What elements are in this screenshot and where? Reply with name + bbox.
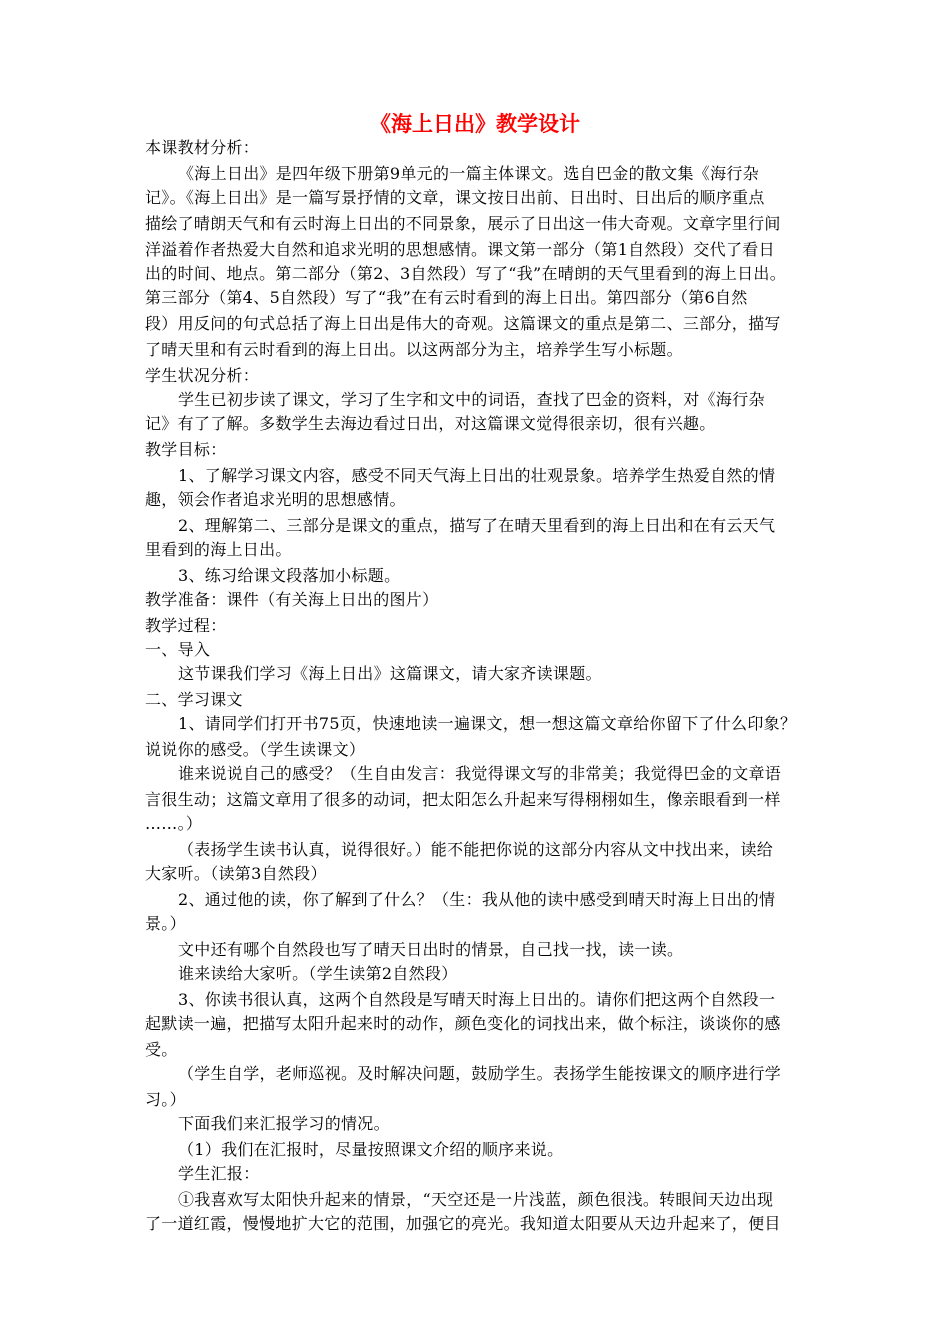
text-line: ①我喜欢写太阳快升起来的情景，“天空还是一片浅蓝，颜色很浅。转眼间天边出现 — [178, 1190, 774, 1209]
text-line: 习。） — [145, 1090, 186, 1109]
text-line: 了晴天里和有云时看到的海上日出。以这两部分为主，培养学生写小标题。 — [145, 340, 683, 359]
text-line: 记》。《海上日出》是一篇写景抒情的文章，课文按日出前、日出时、日出后的顺序重点 — [145, 188, 765, 207]
text-line: 了一道红霞，慢慢地扩大它的范围，加强它的亮光。我知道太阳要从天边升起来了，便目 — [145, 1214, 781, 1233]
text-line: 第三部分（第4、5自然段）写了“我”在有云时看到的海上日出。第四部分（第6自然 — [145, 288, 748, 307]
text-line: 里看到的海上日出。 — [145, 540, 292, 559]
text-line: 本课教材分析： — [145, 138, 260, 157]
text-line: 记》有了了解。多数学生去海边看过日出，对这篇课文觉得很亲切，很有兴趣。 — [145, 414, 716, 433]
text-line: 洋溢着作者热爱大自然和追求光明的思想感情。课文第一部分（第1自然段）交代了看日 — [145, 240, 775, 259]
text-line: （1）我们在汇报时，尽量按照课文介绍的顺序来说。 — [178, 1140, 564, 1159]
text-line: 言很生动；这篇文章用了很多的动词，把太阳怎么升起来写得栩栩如生，像亲眼看到一样 — [145, 790, 781, 809]
text-line: （学生自学，老师巡视。及时解决问题，鼓励学生。表扬学生能按课文的顺序进行学 — [178, 1064, 782, 1083]
text-line: 1、请同学们打开书75页，快速地读一遍课文，想一想这篇文章给你留下了什么印象？ — [178, 714, 797, 733]
text-line: 教学过程： — [145, 616, 227, 635]
text-line: 学生状况分析： — [145, 366, 260, 385]
text-line: 起默读一遍，把描写太阳升起来时的动作，颜色变化的词找出来，做个标注，谈谈你的感 — [145, 1014, 781, 1033]
text-line: 段）用反问的句式总括了海上日出是伟大的奇观。这篇课文的重点是第二、三部分，描写 — [145, 314, 781, 333]
text-line: 景。） — [145, 914, 186, 933]
text-line: 文中还有哪个自然段也写了晴天日出时的情景，自己找一找，读一读。 — [178, 940, 684, 959]
text-line: 学生已初步读了课文，学习了生字和文中的词语，查找了巴金的资料，对《海行杂 — [178, 390, 765, 409]
text-line: 一、导入 — [145, 640, 211, 659]
text-line: 2、理解第二、三部分是课文的重点，描写了在晴天里看到的海上日出和在有云天气 — [178, 516, 776, 535]
text-line: 受。 — [145, 1040, 178, 1059]
text-line: ……。） — [145, 814, 203, 833]
text-line: 趣，领会作者追求光明的思想感情。 — [145, 490, 406, 509]
text-line: （表扬学生读书认真，说得很好。）能不能把你说的这部分内容从文中找出来，读给 — [178, 840, 774, 859]
document-title: 《海上日出》教学设计 — [370, 111, 580, 136]
text-line: 教学目标： — [145, 440, 227, 459]
text-line: 学生汇报： — [178, 1164, 260, 1183]
text-line: 这节课我们学习《海上日出》这篇课文，请大家齐读课题。 — [178, 664, 602, 683]
text-line: 说说你的感受。（学生读课文） — [145, 740, 366, 759]
text-line: 下面我们来汇报学习的情况。 — [178, 1114, 390, 1133]
text-line: 描绘了晴朗天气和有云时海上日出的不同景象，展示了日出这一伟大奇观。文章字里行间 — [145, 214, 781, 233]
text-line: 谁来读给大家听。（学生读第2自然段） — [178, 964, 458, 983]
text-line: 二、学习课文 — [145, 690, 243, 709]
text-line: 谁来说说自己的感受？（生自由发言：我觉得课文写的非常美；我觉得巴金的文章语 — [178, 764, 782, 783]
text-line: 大家听。（读第3自然段） — [145, 864, 327, 883]
text-line: 3、你读书很认真，这两个自然段是写晴天时海上日出的。请你们把这两个自然段一 — [178, 990, 776, 1009]
text-line: 出的时间、地点。第二部分（第2、3自然段）写了“我”在晴朗的天气里看到的海上日出。 — [145, 264, 787, 283]
text-line: 1、了解学习课文内容，感受不同天气海上日出的壮观景象。培养学生热爱自然的情 — [178, 466, 776, 485]
text-line: 3、练习给课文段落加小标题。 — [178, 566, 401, 585]
text-line: 教学准备：课件（有关海上日出的图片） — [145, 590, 439, 609]
text-line: 2、通过他的读，你了解到了什么？（生：我从他的读中感受到晴天时海上日出的情 — [178, 890, 776, 909]
text-line: 《海上日出》是四年级下册第9单元的一篇主体课文。选自巴金的散文集《海行杂 — [178, 164, 759, 183]
